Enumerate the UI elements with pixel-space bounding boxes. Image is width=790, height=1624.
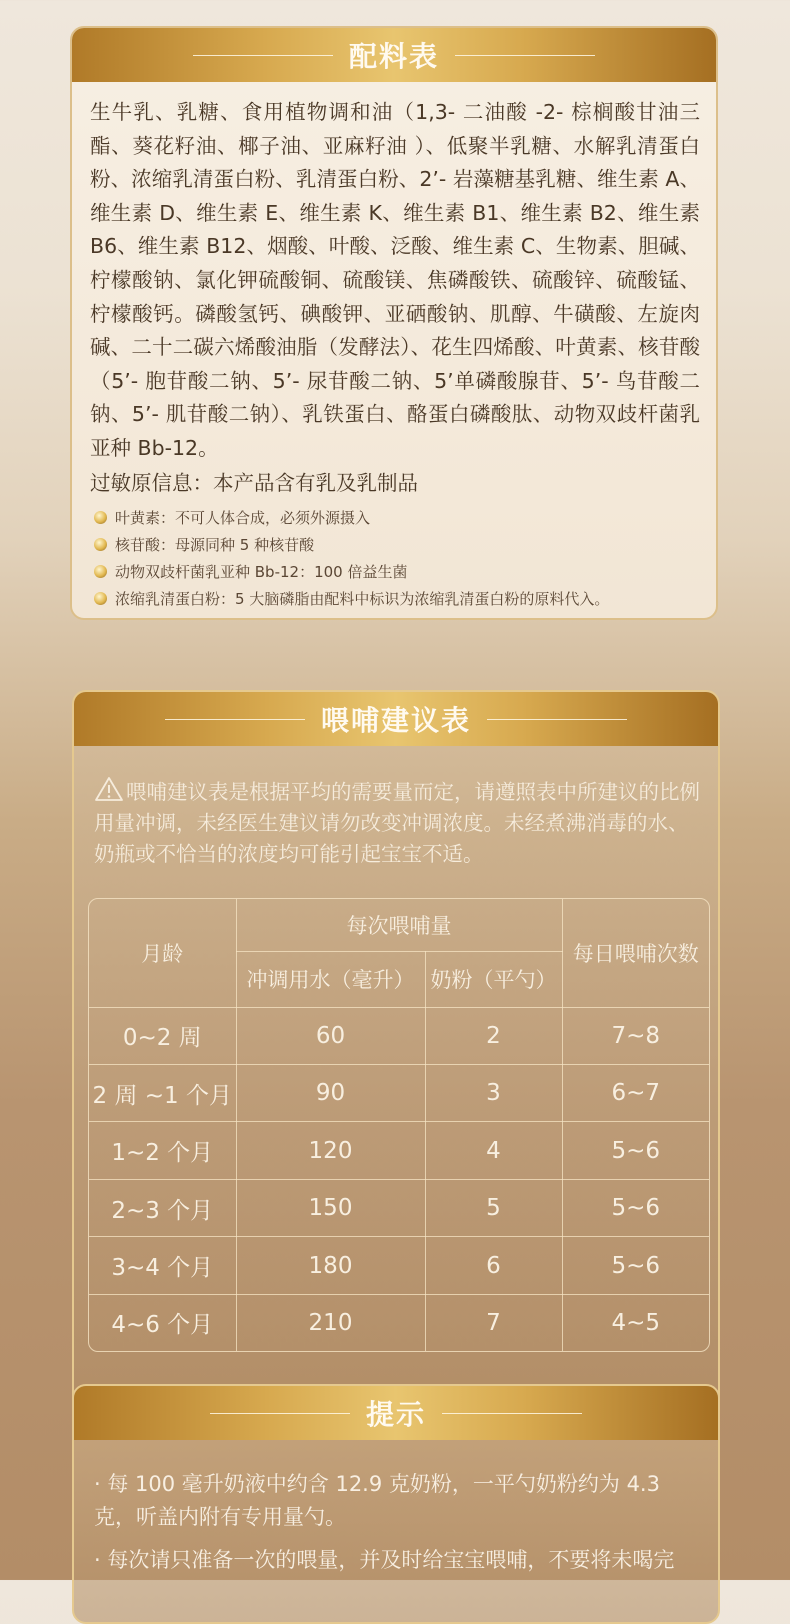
ingredient-notes (72, 500, 716, 612)
note-item (94, 531, 698, 558)
cell-age: 2~3 个月 (89, 1179, 236, 1236)
ingredients-title: 配料表 (348, 40, 439, 73)
feeding-table (88, 898, 710, 1352)
cell-water: 60 (236, 1007, 425, 1064)
cell-powder: 3 (425, 1064, 562, 1121)
cell-water: 150 (236, 1179, 425, 1236)
header-daily: 每日喂哺次数 (562, 899, 709, 1007)
feeding-panel (72, 690, 720, 1410)
cell-daily: 4~5 (562, 1294, 709, 1351)
tip-item: · 每 100 毫升奶液中约含 12.9 克奶粉，一平勺奶粉约为 4.3 克，听盖内附有专用量勺。 (94, 1472, 660, 1529)
cell-water: 180 (236, 1237, 425, 1294)
cell-age: 2 周 ~1 个月 (89, 1064, 236, 1121)
note-text: 核苷酸：母源同种 5 种核苷酸 (115, 535, 315, 554)
ingredients-list: 生牛乳、乳糖、食用植物调和油（1,3- 二油酸 -2- 棕榈酸甘油三酯、葵花籽油、椰子油、亚麻籽油 ）、低聚半乳糖、水解乳清蛋白粉、浓缩乳清蛋白粉、乳清蛋白粉、2’- 岩藻糖基乳糖、维生素 A、维生素 D、维生素 E、维生素 K、维生素 B1、维生素 B2、维生素 B6、维生素 B12、烟酸、叶酸、泛酸、维生素 C、生物素、胆碱、柠檬酸钠、氯化钾硫酸铜、硫酸镁、焦磷酸铁、硫酸锌、硫酸锰、柠檬酸钙。磷酸氢钙、碘酸钾、亚硒酸钠、肌醇、牛磺酸、左旋肉碱、二十二碳六烯酸油脂（发酵法）、花生四烯酸、叶黄素、核苷酸（5’- 胞苷酸二钠、5’- 尿苷酸二钠、5’单磷酸腺苷、5’- 鸟苷酸二钠、5’- 肌苷酸二钠）、乳铁蛋白、酪蛋白磷酸肽、动物双歧杆菌乳亚种 Bb-12。 (90, 100, 700, 460)
header-age: 月龄 (89, 899, 236, 1007)
feeding-title: 喂哺建议表 (320, 704, 471, 737)
cell-age: 0~2 周 (89, 1007, 236, 1064)
warning-icon (94, 776, 124, 802)
cell-water: 90 (236, 1064, 425, 1121)
feeding-header (74, 692, 718, 746)
note-item (94, 504, 698, 531)
header-divider-right (442, 1413, 582, 1414)
table-row (89, 1237, 709, 1294)
tip-item: · 每次请只准备一次的喂量，并及时给宝宝喂哺，不要将未喝完 (94, 1548, 675, 1572)
ingredients-panel (70, 26, 718, 620)
note-item (94, 558, 698, 585)
cell-powder: 6 (425, 1237, 562, 1294)
cell-age: 1~2 个月 (89, 1122, 236, 1179)
feeding-warning (74, 746, 718, 870)
note-text: 动物双歧杆菌乳亚种 Bb-12：100 倍益生菌 (115, 562, 408, 581)
cell-daily: 5~6 (562, 1179, 709, 1236)
warning-text: 喂哺建议表是根据平均的需要量而定，请遵照表中所建议的比例用量冲调，未经医生建议请勿改变冲调浓度。未经煮沸消毒的水、奶瓶或不恰当的浓度均可能引起宝宝不适。 (94, 780, 700, 866)
header-divider-left (165, 719, 305, 720)
bullet-icon (94, 565, 107, 578)
header-divider-right (455, 55, 595, 56)
tips-title: 提示 (365, 1398, 426, 1431)
cell-daily: 5~6 (562, 1237, 709, 1294)
cell-powder: 5 (425, 1179, 562, 1236)
cell-daily: 5~6 (562, 1122, 709, 1179)
cell-powder: 4 (425, 1122, 562, 1179)
header-per-feed: 每次喂哺量 (236, 899, 562, 951)
cell-age: 3~4 个月 (89, 1237, 236, 1294)
table-row (89, 1007, 709, 1064)
table-row (89, 1122, 709, 1179)
header-powder: 奶粉（平勺） (425, 951, 562, 1007)
note-item (94, 585, 698, 612)
header-divider-left (210, 1413, 350, 1414)
cell-daily: 6~7 (562, 1064, 709, 1121)
cell-water: 120 (236, 1122, 425, 1179)
tips-list (74, 1440, 718, 1577)
bullet-icon (94, 538, 107, 551)
header-divider-left (193, 55, 333, 56)
header-water: 冲调用水（毫升） (236, 951, 425, 1007)
header-divider-right (487, 719, 627, 720)
cell-age: 4~6 个月 (89, 1294, 236, 1351)
tips-header (74, 1386, 718, 1440)
tips-panel (72, 1384, 720, 1624)
cell-daily: 7~8 (562, 1007, 709, 1064)
bullet-icon (94, 511, 107, 524)
ingredients-header (72, 28, 716, 82)
bullet-icon (94, 592, 107, 605)
table-row (89, 1064, 709, 1121)
table-row (89, 1294, 709, 1351)
cell-powder: 2 (425, 1007, 562, 1064)
cell-powder: 7 (425, 1294, 562, 1351)
note-text: 浓缩乳清蛋白粉：5 大脑磷脂由配料中标识为浓缩乳清蛋白粉的原料代入。 (115, 589, 610, 608)
note-text: 叶黄素：不可人体合成，必须外源摄入 (115, 508, 371, 527)
cell-water: 210 (236, 1294, 425, 1351)
allergen-info: 过敏原信息：本产品含有乳及乳制品 (90, 470, 418, 495)
table-row (89, 1179, 709, 1236)
